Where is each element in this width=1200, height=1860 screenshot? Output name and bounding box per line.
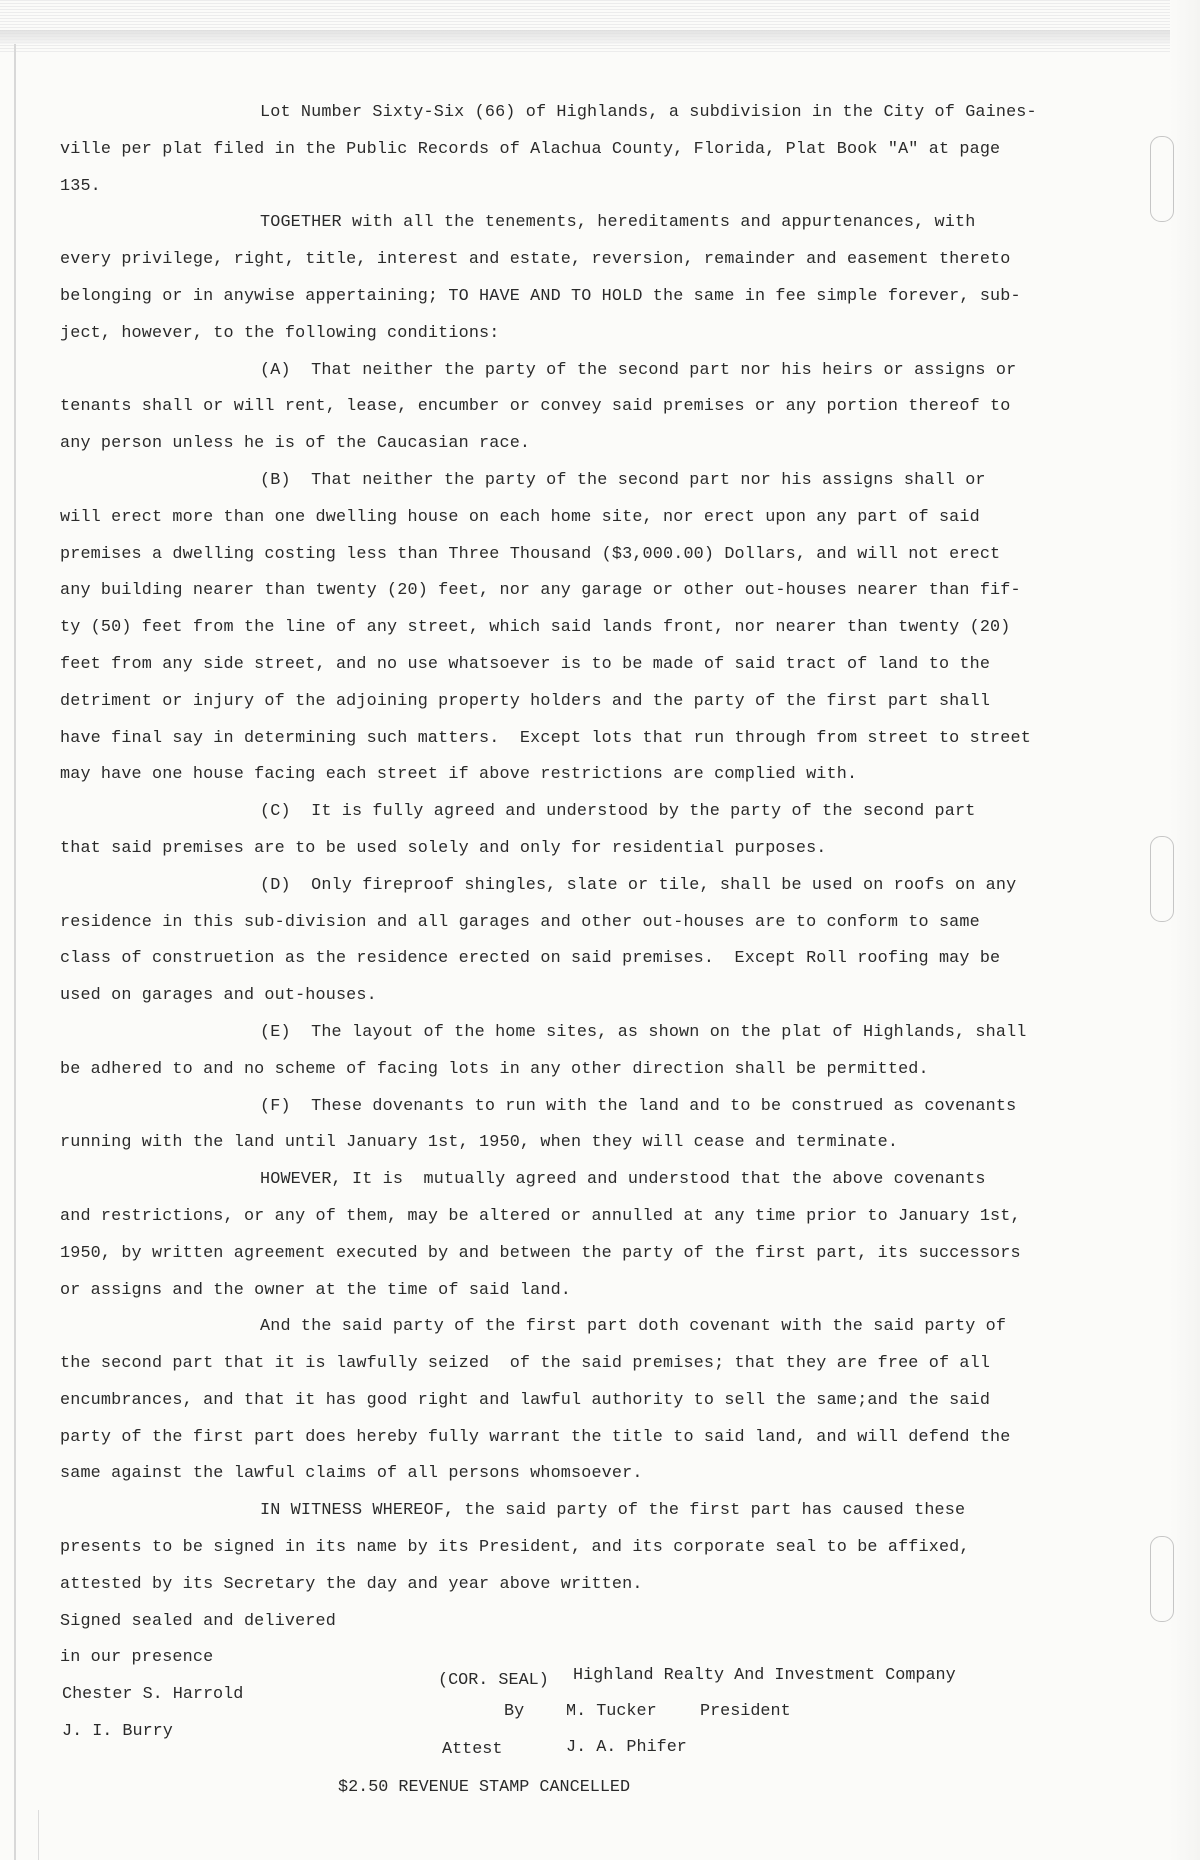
deed-text-line: any building nearer than twenty (20) feet, nor any garage or other out-houses nearer than fif- — [60, 581, 1021, 601]
deed-text-line: encumbrances, and that it has good right and lawful authority to sell the same;and the said — [60, 1390, 991, 1410]
deed-text-line: TOGETHER with all the tenements, hereditaments and appurtenances, with — [260, 213, 976, 233]
deed-text-line: class of construetion as the residence erected on said premises. Except Roll roofing may be — [60, 949, 1001, 969]
deed-text-line: be adhered to and no scheme of facing lots in any other direction shall be permitted. — [60, 1059, 929, 1079]
deed-text-line: (B) That neither the party of the second part nor his assigns shall or — [260, 470, 986, 490]
deed-text-line: HOWEVER, It is mutually agreed and understood that the above covenants — [260, 1170, 986, 1190]
deed-text-line: same against the lawful claims of all persons whomsoever. — [60, 1464, 643, 1484]
revenue-stamp-note: $2.50 REVENUE STAMP CANCELLED — [338, 1778, 631, 1797]
deed-text-line: belonging or in anywise appertaining; TO HAVE AND TO HOLD the same in fee simple forever, sub- — [60, 286, 1021, 306]
deed-text-line: attested by its Secretary the day and year above written. — [60, 1574, 643, 1594]
by-label: By — [504, 1702, 525, 1721]
witness-name: J. I. Burry — [62, 1722, 173, 1741]
binder-hole-middle — [1150, 836, 1174, 922]
deed-text-line: tenants shall or will rent, lease, encumber or convey said premises or any portion thereof to — [60, 397, 1011, 417]
witness-name: Chester S. Harrold — [62, 1685, 244, 1704]
attester-name: J. A. Phifer — [566, 1738, 687, 1757]
deed-text-line: may have one house facing each street if above restrictions are complied with. — [60, 765, 858, 785]
deed-text-line: ty (50) feet from the line of any street, which said lands front, nor nearer than twenty (20) — [60, 618, 1011, 638]
deed-text-line: running with the land until January 1st, 1950, when they will cease and terminate. — [60, 1133, 899, 1153]
scan-top-border — [0, 0, 1200, 52]
deed-text-line: every privilege, right, title, interest and estate, reversion, remainder and easement thereto — [60, 250, 1011, 270]
deed-text-line: (E) The layout of the home sites, as shown on the plat of Highlands, shall — [260, 1022, 1027, 1042]
corporate-seal-label: (COR. SEAL) — [438, 1671, 549, 1690]
deed-text-line: (A) That neither the party of the second part nor his heirs or assigns or — [260, 360, 1017, 380]
deed-text-line: and restrictions, or any of them, may be altered or annulled at any time prior to January 1st, — [60, 1206, 1021, 1226]
deed-text-line: ject, however, to the following conditions: — [60, 323, 500, 343]
signer-name: M. Tucker — [566, 1702, 657, 1721]
deed-text-line: in our presence — [60, 1648, 214, 1668]
deed-text-line: 135. — [60, 176, 101, 196]
deed-text-line: presents to be signed in its name by its President, and its corporate seal to be affixed, — [60, 1538, 970, 1558]
deed-text-line: 1950, by written agreement executed by and between the party of the first part, its successors — [60, 1243, 1021, 1263]
deed-text-line: that said premises are to be used solely and only for residential purposes. — [60, 838, 827, 858]
attest-label: Attest — [442, 1740, 503, 1759]
deed-text-line: party of the first part does hereby fully warrant the title to said land, and will defend the — [60, 1427, 1011, 1447]
page-corner-crease — [38, 1810, 39, 1860]
deed-text-line: ville per plat filed in the Public Records of Alachua County, Florida, Plat Book "A" at page — [60, 139, 1001, 159]
deed-text-line: detriment or injury of the adjoining property holders and the party of the first part shall — [60, 691, 991, 711]
deed-text-line: Signed sealed and delivered — [60, 1611, 336, 1631]
deed-text-line: will erect more than one dwelling house on each home site, nor erect upon any part of said — [60, 507, 980, 527]
deed-text-line: Lot Number Sixty-Six (66) of Highlands, a subdivision in the City of Gaines- — [260, 103, 1037, 122]
deed-text-line: (D) Only fireproof shingles, slate or tile, shall be used on roofs on any — [260, 875, 1017, 895]
deed-text-line: the second part that it is lawfully seized of the said premises; that they are free of all — [60, 1354, 991, 1374]
deed-text-line: residence in this sub-division and all garages and other out-houses are to conform to same — [60, 912, 980, 932]
page-right-edge — [1170, 0, 1200, 1860]
binder-hole-bottom — [1150, 1536, 1174, 1622]
deed-text-line: IN WITNESS WHEREOF, the said party of the first part has caused these — [260, 1501, 966, 1521]
signer-title: President — [700, 1702, 791, 1721]
deed-text-line: have final say in determining such matters. Except lots that run through from street to street — [60, 728, 1031, 748]
page-left-edge — [14, 44, 16, 1860]
deed-body-text — [60, 95, 1040, 1677]
deed-text-line: any person unless he is of the Caucasian race. — [60, 434, 531, 454]
deed-text-line: (F) These dovenants to run with the land and to be construed as covenants — [260, 1096, 1017, 1116]
deed-text-line: And the said party of the first part doth covenant with the said party of — [260, 1317, 1007, 1337]
deed-text-line: premises a dwelling costing less than Three Thousand ($3,000.00) Dollars, and will not erect — [60, 544, 1001, 564]
binder-hole-top — [1150, 136, 1174, 222]
deed-text-line: feet from any side street, and no use whatsoever is to be made of said tract of land to the — [60, 654, 991, 674]
grantor-company-name: Highland Realty And Investment Company — [573, 1666, 956, 1685]
deed-text-line: (C) It is fully agreed and understood by the party of the second part — [260, 802, 976, 822]
deed-text-line: used on garages and out-houses. — [60, 986, 377, 1006]
deed-text-line: or assigns and the owner at the time of said land. — [60, 1280, 572, 1300]
